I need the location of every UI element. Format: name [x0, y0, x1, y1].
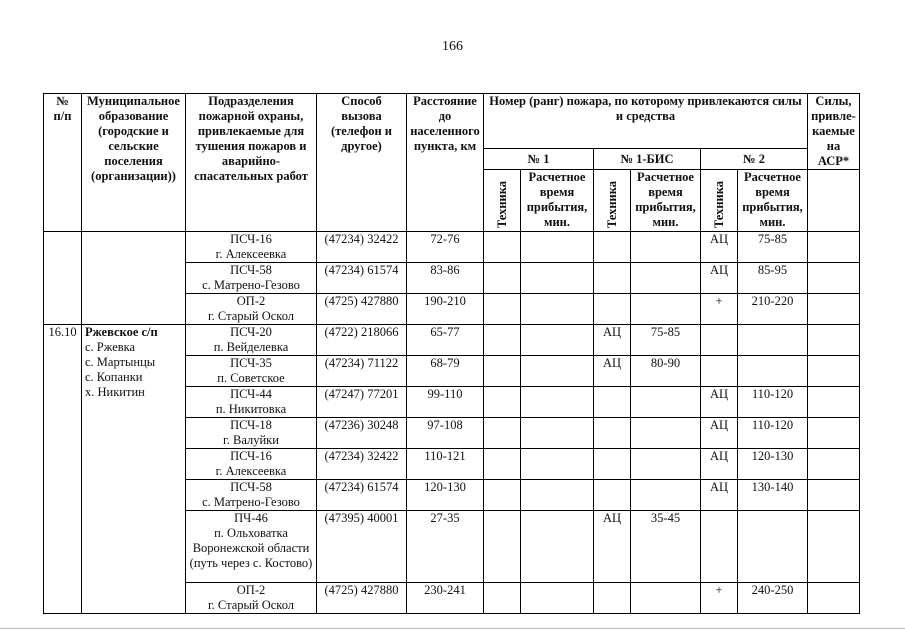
distance-cell: 72-76	[407, 232, 484, 263]
unit-name: ПЧ-46	[234, 511, 268, 525]
unit-location: с. Матрено-Гезово	[202, 278, 300, 292]
phone-cell: (47234) 71122	[317, 356, 407, 387]
rank1-tech-cell	[484, 263, 521, 294]
unit-cell	[186, 263, 317, 294]
header-fire-rank: Номер (ранг) пожара, по которому привлекаются силы и средства	[484, 94, 808, 149]
unit-name: ПСЧ-20	[230, 325, 272, 339]
rank2-tech-cell: АЦ	[701, 387, 738, 418]
rank2-eta-cell: 75-85	[738, 232, 808, 263]
header-asr-empty	[808, 170, 860, 232]
rank2-tech-cell	[701, 325, 738, 356]
rank2-tech-cell: АЦ	[701, 449, 738, 480]
header-rank1bis-eta: Расчетное время прибытия, мин.	[631, 170, 701, 232]
asr-cell	[808, 294, 860, 325]
phone-cell: (47234) 32422	[317, 449, 407, 480]
rank1bis-eta-cell: 35-45	[631, 511, 701, 583]
unit-name: ПСЧ-16	[230, 232, 272, 246]
distance-cell: 230-241	[407, 583, 484, 614]
rank2-tech-cell: АЦ	[701, 232, 738, 263]
unit-cell	[186, 232, 317, 263]
village-name: с. Ржевка	[85, 340, 136, 354]
rank2-tech-cell: АЦ	[701, 263, 738, 294]
rank1bis-eta-cell: 75-85	[631, 325, 701, 356]
page-edge-line	[0, 628, 905, 629]
unit-location: п. Советское	[217, 371, 285, 385]
phone-cell: (4725) 427880	[317, 294, 407, 325]
row-number	[44, 232, 82, 325]
rank1bis-eta-cell: 80-90	[631, 356, 701, 387]
unit-cell	[186, 294, 317, 325]
rank1bis-eta-cell	[631, 387, 701, 418]
rank1bis-eta-cell	[631, 480, 701, 511]
asr-cell	[808, 387, 860, 418]
rank1bis-tech-cell	[594, 387, 631, 418]
rank1bis-tech-cell: АЦ	[594, 356, 631, 387]
header-rank1bis-tech: Техника	[594, 170, 631, 232]
rank1bis-tech-cell	[594, 263, 631, 294]
unit-cell	[186, 325, 317, 356]
rank2-eta-cell	[738, 325, 808, 356]
unit-location: с. Матрено-Гезово	[202, 495, 300, 509]
rank1-tech-cell	[484, 480, 521, 511]
rank1bis-tech-cell	[594, 294, 631, 325]
unit-location: п. Ольховатка Воронежской области (путь через с. Костово)	[189, 526, 313, 570]
rank1-eta-cell	[521, 480, 594, 511]
asr-cell	[808, 232, 860, 263]
header-rank-1: № 1	[484, 149, 594, 170]
fire-forces-table	[43, 93, 860, 614]
rank1-tech-cell	[484, 325, 521, 356]
rank1-eta-cell	[521, 232, 594, 263]
asr-cell	[808, 263, 860, 294]
unit-location: п. Никитовка	[215, 402, 287, 416]
phone-cell: (47247) 77201	[317, 387, 407, 418]
header-municipality: Муниципальное образование (городские и сельские поселения (организации))	[82, 94, 186, 232]
unit-name: ПСЧ-35	[230, 356, 272, 370]
rank1-tech-cell	[484, 356, 521, 387]
asr-cell	[808, 480, 860, 511]
rank2-tech-cell: АЦ	[701, 418, 738, 449]
unit-name: ПСЧ-18	[230, 418, 272, 432]
header-rank1-eta: Расчетное время прибытия, мин.	[521, 170, 594, 232]
rank1bis-eta-cell	[631, 294, 701, 325]
rank1bis-eta-cell	[631, 232, 701, 263]
table-row	[44, 325, 860, 356]
rank2-tech-cell: АЦ	[701, 480, 738, 511]
asr-cell	[808, 511, 860, 583]
header-rank-1bis: № 1-БИС	[594, 149, 701, 170]
unit-location: г. Старый Оскол	[207, 309, 295, 323]
phone-cell: (4722) 218066	[317, 325, 407, 356]
rank1-eta-cell	[521, 263, 594, 294]
rank1-eta-cell	[521, 294, 594, 325]
rank1bis-eta-cell	[631, 263, 701, 294]
rank2-eta-cell: 120-130	[738, 449, 808, 480]
village-name: с. Копанки	[85, 370, 143, 384]
rank1-eta-cell	[521, 583, 594, 614]
rank1bis-tech-cell	[594, 480, 631, 511]
unit-cell	[186, 511, 317, 583]
unit-location: г. Алексеевка	[215, 247, 287, 261]
phone-cell: (47395) 40001	[317, 511, 407, 583]
distance-cell: 97-108	[407, 418, 484, 449]
rank1bis-eta-cell	[631, 418, 701, 449]
unit-name: ПСЧ-44	[230, 387, 272, 401]
unit-cell	[186, 387, 317, 418]
rank1bis-tech-cell	[594, 583, 631, 614]
page-number: 166	[442, 39, 463, 54]
phone-cell: (47234) 32422	[317, 232, 407, 263]
rank1-tech-cell	[484, 418, 521, 449]
phone-cell: (47236) 30248	[317, 418, 407, 449]
rank1-tech-cell	[484, 387, 521, 418]
header-units: Подразделения пожарной охраны, привлекаемые для тушения пожаров и аварийно-спасательных работ	[186, 94, 317, 232]
phone-cell: (47234) 61574	[317, 480, 407, 511]
rank2-tech-cell: +	[701, 294, 738, 325]
unit-cell	[186, 449, 317, 480]
municipality-name: Ржевское с/п	[85, 325, 158, 339]
distance-cell: 99-110	[407, 387, 484, 418]
unit-location: п. Вейделевка	[213, 340, 289, 354]
distance-cell: 110-121	[407, 449, 484, 480]
unit-cell	[186, 583, 317, 614]
table-row	[44, 232, 860, 263]
unit-location: г. Алексеевка	[215, 464, 287, 478]
asr-cell	[808, 418, 860, 449]
asr-cell	[808, 356, 860, 387]
distance-cell: 190-210	[407, 294, 484, 325]
row-number: 16.10	[44, 325, 82, 614]
unit-name: ПСЧ-58	[230, 263, 272, 277]
header-rank2-eta: Расчетное время прибытия, мин.	[738, 170, 808, 232]
distance-cell: 65-77	[407, 325, 484, 356]
municipality-cell	[82, 325, 186, 614]
distance-cell: 120-130	[407, 480, 484, 511]
distance-cell: 68-79	[407, 356, 484, 387]
rank1bis-tech-cell: АЦ	[594, 511, 631, 583]
rank1-tech-cell	[484, 294, 521, 325]
rank1-eta-cell	[521, 511, 594, 583]
rank1bis-eta-cell	[631, 583, 701, 614]
rank1-eta-cell	[521, 449, 594, 480]
rank2-tech-cell: +	[701, 583, 738, 614]
rank1-eta-cell	[521, 356, 594, 387]
rank2-eta-cell: 110-120	[738, 418, 808, 449]
rank2-tech-cell	[701, 511, 738, 583]
unit-name: ПСЧ-58	[230, 480, 272, 494]
rank2-eta-cell	[738, 511, 808, 583]
rank2-tech-cell	[701, 356, 738, 387]
rank2-eta-cell: 210-220	[738, 294, 808, 325]
header-distance: Расстояние до населенного пункта, км	[407, 94, 484, 232]
asr-cell	[808, 325, 860, 356]
rank1-tech-cell	[484, 449, 521, 480]
rank2-eta-cell: 240-250	[738, 583, 808, 614]
rank1-tech-cell	[484, 511, 521, 583]
asr-cell	[808, 583, 860, 614]
municipality-cell	[82, 232, 186, 325]
rank2-eta-cell	[738, 356, 808, 387]
rank1bis-tech-cell	[594, 232, 631, 263]
rank1-tech-cell	[484, 232, 521, 263]
rank2-eta-cell: 85-95	[738, 263, 808, 294]
header-rank-2: № 2	[701, 149, 808, 170]
header-rank1-tech: Техника	[484, 170, 521, 232]
unit-name: ПСЧ-16	[230, 449, 272, 463]
header-num: № п/п	[44, 94, 82, 232]
unit-location: г. Валуйки	[223, 433, 279, 447]
unit-location: г. Старый Оскол	[207, 598, 295, 612]
header-call-method: Способ вызова (телефон и другое)	[317, 94, 407, 232]
unit-name: ОП-2	[236, 294, 266, 308]
header-rank2-tech: Техника	[701, 170, 738, 232]
rank1-eta-cell	[521, 387, 594, 418]
rank1-eta-cell	[521, 325, 594, 356]
header-asr: Силы, привле-каемые на АСР*	[808, 94, 860, 170]
unit-cell	[186, 418, 317, 449]
phone-cell: (4725) 427880	[317, 583, 407, 614]
rank1bis-eta-cell	[631, 449, 701, 480]
rank1-tech-cell	[484, 583, 521, 614]
village-name: х. Никитин	[85, 385, 145, 399]
rank1bis-tech-cell: АЦ	[594, 325, 631, 356]
asr-cell	[808, 449, 860, 480]
unit-cell	[186, 480, 317, 511]
rank1bis-tech-cell	[594, 449, 631, 480]
distance-cell: 27-35	[407, 511, 484, 583]
village-name: с. Мартынцы	[85, 355, 156, 369]
unit-cell	[186, 356, 317, 387]
rank2-eta-cell: 110-120	[738, 387, 808, 418]
rank1-eta-cell	[521, 418, 594, 449]
unit-name: ОП-2	[236, 583, 266, 597]
distance-cell: 83-86	[407, 263, 484, 294]
rank2-eta-cell: 130-140	[738, 480, 808, 511]
rank1bis-tech-cell	[594, 418, 631, 449]
phone-cell: (47234) 61574	[317, 263, 407, 294]
